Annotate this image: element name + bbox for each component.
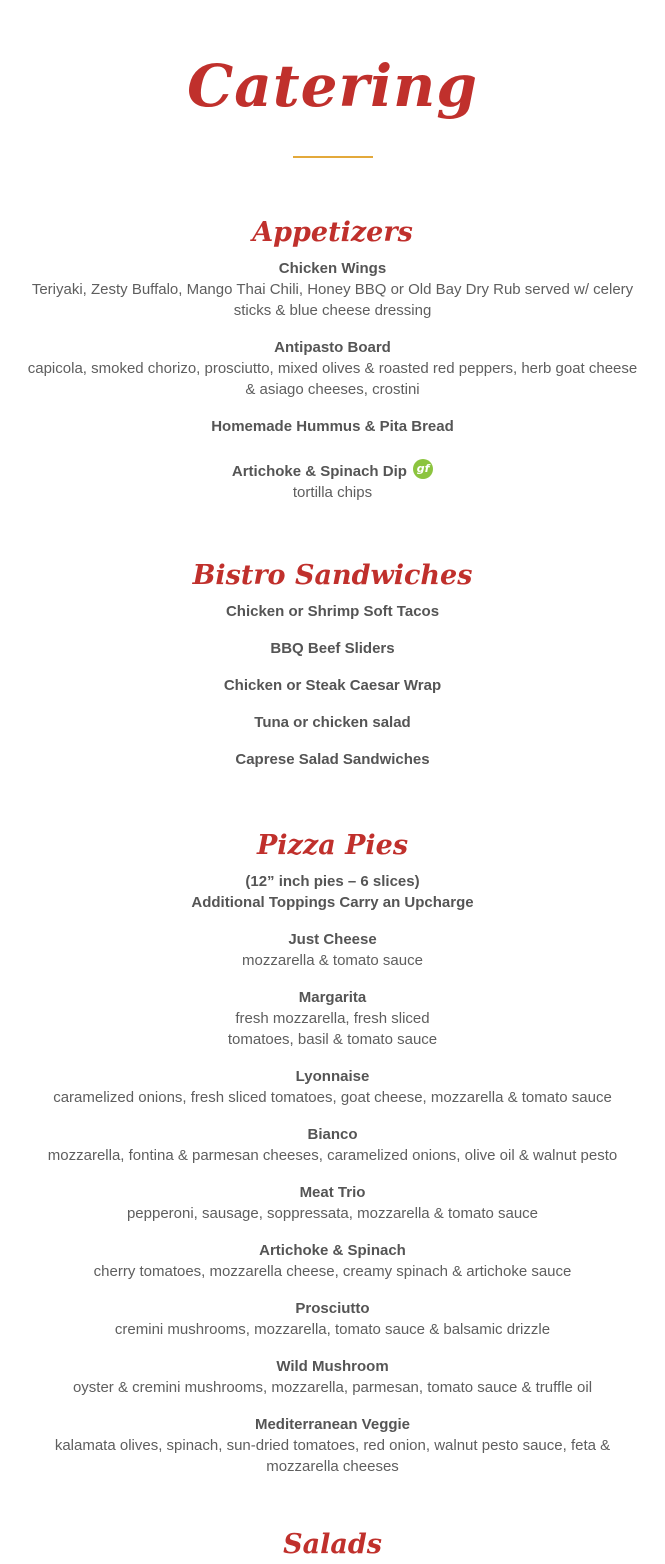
menu-item [0, 929, 665, 971]
item-description: caramelized onions, fresh sliced tomatoes, goat cheese, mozzarella & tomato sauce [53, 1089, 612, 1106]
item-name: BBQ Beef Sliders [270, 640, 395, 657]
item-description: pepperoni, sausage, soppressata, mozzarella & tomato sauce [126, 1205, 539, 1222]
title-divider [293, 156, 373, 158]
item-name: Just Cheese [288, 931, 377, 948]
item-name: Chicken Wings [278, 260, 387, 277]
item-name: Tuna or chicken salad [254, 714, 411, 731]
item-name: Wild Mushroom [276, 1358, 389, 1375]
item-name: Bianco [307, 1126, 358, 1143]
appetizers-heading: Appetizers [252, 217, 413, 248]
item-name: Lyonnaise [295, 1068, 370, 1085]
page-title: Catering [187, 52, 478, 120]
item-name: Chicken or Steak Caesar Wrap [223, 677, 442, 694]
pizza-heading: Pizza Pies [256, 830, 409, 861]
menu-item [0, 258, 665, 321]
item-name: Mediterranean Veggie [254, 1416, 411, 1433]
item-name: Margarita [298, 989, 367, 1006]
menu-item [0, 1240, 665, 1282]
pizza-section [0, 827, 665, 1477]
salads-heading: Salads [283, 1529, 382, 1560]
menu-item [0, 712, 665, 733]
item-name: Homemade Hummus & Pita Bread [211, 418, 454, 435]
menu-item [0, 601, 665, 622]
item-name: Chicken or Shrimp Soft Tacos [225, 603, 440, 620]
item-description: oyster & cremini mushrooms, mozzarella, parmesan, tomato sauce & truffle oil [72, 1379, 593, 1396]
menu-item [0, 1414, 665, 1477]
menu-item [0, 1124, 665, 1166]
item-description-line: tomatoes, basil & tomato sauce [227, 1031, 438, 1048]
pizza-size-note: (12” inch pies – 6 slices) [245, 873, 420, 890]
item-description: mozzarella & tomato sauce [242, 952, 423, 969]
item-name: Artichoke & Spinach [259, 1242, 406, 1259]
menu-item [0, 1066, 665, 1108]
gluten-free-icon: gf [413, 459, 433, 479]
toppings-note: Additional Toppings Carry an Upcharge [191, 894, 474, 911]
sandwiches-section [0, 557, 665, 770]
menu-item [0, 638, 665, 659]
item-description: kalamata olives, spinach, sun-dried tomatoes, red onion, walnut pesto sauce, feta & mozzarella cheeses [54, 1437, 611, 1475]
menu-item [0, 749, 665, 770]
menu-item [0, 987, 665, 1050]
menu-item [0, 416, 665, 437]
item-description: capicola, smoked chorizo, prosciutto, mixed olives & roasted red peppers, herb goat cheese & asiago cheeses, crostini [27, 360, 638, 398]
menu-item [0, 1298, 665, 1340]
menu-item [0, 337, 665, 400]
item-name: Caprese Salad Sandwiches [235, 751, 430, 768]
item-name: Prosciutto [295, 1300, 370, 1317]
menu-item [0, 1356, 665, 1398]
item-description-line: fresh mozzarella, fresh sliced [235, 1010, 430, 1027]
item-description: Teriyaki, Zesty Buffalo, Mango Thai Chili, Honey BBQ or Old Bay Dry Rub served w/ celery sticks & blue cheese dressing [31, 281, 634, 319]
menu-item [0, 675, 665, 696]
item-description: cherry tomatoes, mozzarella cheese, creamy spinach & artichoke sauce [93, 1263, 572, 1280]
sandwiches-heading: Bistro Sandwiches [192, 560, 473, 591]
menu-item [0, 459, 665, 503]
item-name: Antipasto Board [274, 339, 391, 356]
pizza-note [0, 871, 665, 913]
item-name: Meat Trio [299, 1184, 366, 1201]
item-name-row [0, 459, 665, 482]
appetizers-section [0, 214, 665, 503]
item-description: cremini mushrooms, mozzarella, tomato sauce & balsamic drizzle [114, 1321, 551, 1338]
item-description: mozzarella, fontina & parmesan cheeses, caramelized onions, olive oil & walnut pesto [47, 1147, 618, 1164]
menu-item [0, 1182, 665, 1224]
item-description: tortilla chips [292, 484, 373, 501]
item-name: Artichoke & Spinach Dip [231, 463, 407, 480]
